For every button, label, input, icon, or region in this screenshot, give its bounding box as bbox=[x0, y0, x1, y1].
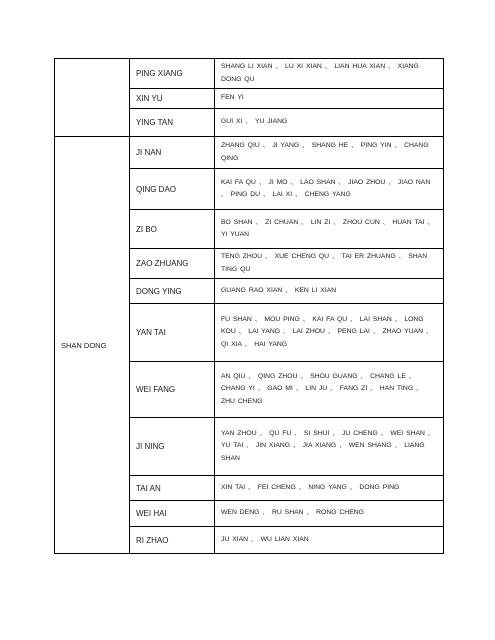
province-city-table bbox=[54, 58, 444, 554]
city-cell: JI NING bbox=[130, 418, 215, 476]
city-cell: JI NAN bbox=[130, 137, 215, 169]
districts-cell: TENG ZHOU 、 XUE CHENG QU 、 TAI ER ZHUANG 、 SHAN TING QU bbox=[215, 249, 444, 279]
districts-cell: ZHANG QIU 、 JI YANG 、 SHANG HE 、 PING YIN 、 CHANG QING bbox=[215, 137, 444, 169]
districts-cell: FEN YI bbox=[215, 89, 444, 109]
city-cell: YING TAN bbox=[130, 109, 215, 137]
city-cell: PING XIANG bbox=[130, 59, 215, 89]
districts-cell: GUI XI 、 YU JIANG bbox=[215, 109, 444, 137]
city-cell: WEI HAI bbox=[130, 501, 215, 527]
districts-cell: KAI FA QU 、 JI MO 、 LAO SHAN 、 JIAO ZHOU 、 JIAO NAN 、 PING DU 、 LAI XI 、 CHENG YANG bbox=[215, 169, 444, 210]
city-cell: TAI AN bbox=[130, 476, 215, 501]
province-cell: SHAN DONG bbox=[55, 137, 130, 554]
districts-cell: GUANG RAO XIAN 、 KEN LI XIAN bbox=[215, 279, 444, 304]
districts-cell: YAN ZHOU 、 QU FU 、 SI SHUI 、 JU CHENG 、 WEI SHAN 、 YU TAI 、 JIN XIANG 、 JIA XIANG 、 WEN SHANG 、 LIANG SHAN bbox=[215, 418, 444, 476]
city-cell: QING DAO bbox=[130, 169, 215, 210]
districts-cell: FU SHAN 、 MOU PING 、 KAI FA QU 、 LAI SHAN 、 LONG KOU 、 LAI YANG 、 LAI ZHOU 、 PENG LAI 、 ZHAO YUAN 、 QI XIA 、 HAI YANG bbox=[215, 304, 444, 362]
city-cell: ZAO ZHUANG bbox=[130, 249, 215, 279]
districts-cell: SHANG LI XIAN 、 LU XI XIAN 、 LIAN HUA XIAN 、 XIANG DONG QU bbox=[215, 59, 444, 89]
districts-cell: JU XIAN 、 WU LIAN XIAN bbox=[215, 527, 444, 554]
districts-cell: WEN DENG 、 RU SHAN 、 RONG CHENG bbox=[215, 501, 444, 527]
table-row bbox=[55, 59, 444, 89]
districts-cell: BO SHAN 、 ZI CHUAN 、 LIN ZI 、 ZHOU CUN 、 HUAN TAI 、 YI YUAN bbox=[215, 210, 444, 249]
city-cell: XIN YU bbox=[130, 89, 215, 109]
districts-cell: AN QIU 、 QING ZHOU 、 SHOU GUANG 、 CHANG LE 、 CHANG YI 、 GAO MI 、 LIN JU 、 FANG ZI 、 HAN TING 、 ZHU CHENG bbox=[215, 362, 444, 418]
city-cell: DONG YING bbox=[130, 279, 215, 304]
table-row bbox=[55, 137, 444, 169]
city-cell: ZI BO bbox=[130, 210, 215, 249]
city-cell: WEI FANG bbox=[130, 362, 215, 418]
city-cell: YAN TAI bbox=[130, 304, 215, 362]
city-cell: RI ZHAO bbox=[130, 527, 215, 554]
province-cell-empty bbox=[55, 59, 130, 137]
districts-cell: XIN TAI 、 FEI CHENG 、 NING YANG 、 DONG PING bbox=[215, 476, 444, 501]
